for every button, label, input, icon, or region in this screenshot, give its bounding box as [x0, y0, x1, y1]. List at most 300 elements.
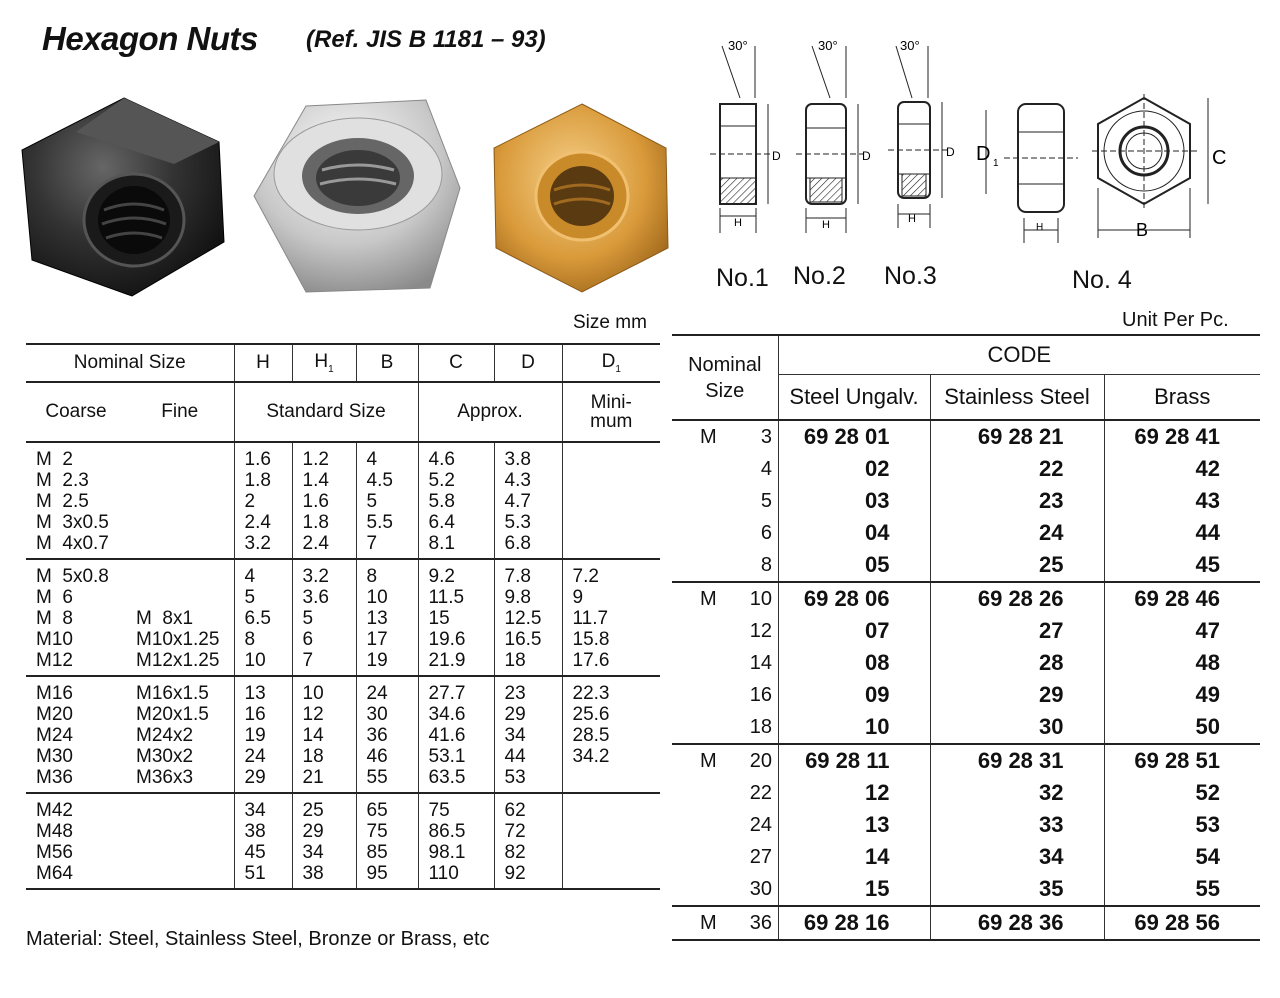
code-row [672, 906, 1260, 940]
metric-prefix: M [700, 587, 717, 610]
value-h: 4 [244, 566, 256, 587]
svg-text:D: D [772, 149, 781, 163]
value-d: 7.8 [504, 566, 531, 587]
value-h: 19 [244, 725, 266, 746]
metric-prefix: M [700, 749, 717, 772]
cell-d1 [562, 559, 660, 676]
size-value: 18 [749, 715, 772, 738]
value-h: 6.5 [244, 608, 271, 629]
header-b: B [356, 344, 418, 382]
value-d: 4.7 [504, 491, 531, 512]
value-fine: M12x1.25 [136, 650, 220, 671]
nominal-size-cell [672, 517, 778, 549]
cell-fine [126, 676, 234, 793]
value-h: 2.4 [244, 512, 271, 533]
unit-per-label: Unit Per Pc. [1122, 309, 1229, 331]
caption-no4: No. 4 [1072, 266, 1132, 294]
value-c: 21.9 [428, 650, 466, 671]
cell-c [418, 442, 494, 559]
code-stainless: 25 [930, 549, 1104, 582]
caption-no3: No.3 [884, 262, 937, 290]
value-h: 2 [244, 491, 256, 512]
value-d: 34 [504, 725, 526, 746]
value-d: 82 [504, 842, 526, 863]
value-d1: 7.2 [572, 566, 599, 587]
value-c: 5.2 [428, 470, 455, 491]
value-b: 85 [366, 842, 388, 863]
cell-b [356, 442, 418, 559]
cell-h1 [292, 559, 356, 676]
header-nominal-size: Nominal Size [26, 344, 234, 382]
cell-d [494, 442, 562, 559]
value-c: 63.5 [428, 767, 466, 788]
value-c: 4.6 [428, 449, 455, 470]
code-row [672, 744, 1260, 777]
cell-b [356, 676, 418, 793]
svg-text:30°: 30° [900, 38, 920, 53]
diagram-no1 [710, 38, 781, 233]
value-h1: 34 [302, 842, 324, 863]
nominal-size-cell [672, 679, 778, 711]
header-code: CODE [778, 335, 1260, 375]
value-d: 53 [504, 767, 526, 788]
value-c: 53.1 [428, 746, 466, 767]
value-coarse: M 3x0.5 [36, 512, 109, 533]
code-row [672, 711, 1260, 744]
code-steel: 69 28 11 [778, 744, 930, 777]
code-row [672, 873, 1260, 906]
nominal-size-cell [672, 549, 778, 582]
svg-text:C: C [1212, 147, 1227, 169]
value-coarse: M 5x0.8 [36, 566, 109, 587]
value-h: 45 [244, 842, 266, 863]
value-coarse: M 2.5 [36, 491, 89, 512]
reference-standard: (Ref. JIS B 1181 – 93) [306, 26, 546, 53]
cell-d1 [562, 793, 660, 889]
value-h: 38 [244, 821, 266, 842]
code-stainless: 69 28 21 [930, 420, 1104, 453]
nominal-size-cell [672, 777, 778, 809]
value-d1: 25.6 [572, 704, 610, 725]
code-steel: 10 [778, 711, 930, 744]
code-row [672, 420, 1260, 453]
value-d: 62 [504, 800, 526, 821]
cell-coarse [26, 676, 126, 793]
value-fine: M36x3 [136, 767, 194, 788]
value-h: 8 [244, 629, 256, 650]
value-b: 55 [366, 767, 388, 788]
value-h: 16 [244, 704, 266, 725]
cell-b [356, 793, 418, 889]
code-steel: 04 [778, 517, 930, 549]
cell-c [418, 793, 494, 889]
header-h1: $H_1$ [292, 344, 356, 382]
code-stainless: 28 [930, 647, 1104, 679]
value-coarse: M20 [36, 704, 73, 725]
value-h1: 18 [302, 746, 324, 767]
value-h: 10 [244, 650, 266, 671]
value-c: 9.2 [428, 566, 455, 587]
svg-text:H: H [822, 219, 830, 231]
dimension-group [26, 676, 660, 793]
svg-text:D: D [862, 149, 871, 163]
cell-d1 [562, 442, 660, 559]
value-coarse: M48 [36, 821, 73, 842]
cell-h [234, 442, 292, 559]
value-d1: 22.3 [572, 683, 610, 704]
code-brass: 69 28 46 [1134, 586, 1220, 611]
header-brass: Brass [1154, 384, 1211, 409]
nominal-size-cell [672, 841, 778, 873]
dimension-group [26, 793, 660, 889]
code-stainless: 24 [930, 517, 1104, 549]
code-row [672, 777, 1260, 809]
value-d: 72 [504, 821, 526, 842]
caption-no2: No.2 [793, 262, 846, 290]
cell-d [494, 793, 562, 889]
value-h: 24 [244, 746, 266, 767]
code-row [672, 679, 1260, 711]
nominal-size-cell [672, 615, 778, 647]
svg-text:B: B [1136, 220, 1149, 240]
code-brass: 47 [1195, 618, 1220, 643]
value-h1: 21 [302, 767, 324, 788]
size-value: 5 [760, 489, 772, 512]
value-h1: 1.6 [302, 491, 329, 512]
value-coarse: M16 [36, 683, 73, 704]
value-d: 6.8 [504, 533, 531, 554]
value-c: 27.7 [428, 683, 466, 704]
code-stainless: 33 [930, 809, 1104, 841]
value-d1: 17.6 [572, 650, 610, 671]
cell-h [234, 793, 292, 889]
value-b: 17 [366, 629, 388, 650]
value-h1: 14 [302, 725, 324, 746]
value-d: 4.3 [504, 470, 531, 491]
value-h1: 38 [302, 863, 324, 884]
header-d: D [494, 344, 562, 382]
code-stainless: 22 [930, 453, 1104, 485]
value-d1: 15.8 [572, 629, 610, 650]
code-steel: 07 [778, 615, 930, 647]
diagram-no4 [976, 94, 1226, 243]
value-coarse: M 8 [36, 608, 73, 629]
diagram-no2 [796, 38, 871, 233]
nominal-size-cell [672, 809, 778, 841]
code-brass: 54 [1195, 844, 1220, 869]
value-b: 65 [366, 800, 388, 821]
value-h: 51 [244, 863, 266, 884]
code-brass: 52 [1195, 780, 1220, 805]
value-h1: 7 [302, 650, 314, 671]
diagram-no3 [888, 38, 955, 228]
size-value: 3 [760, 425, 772, 448]
value-c: 5.8 [428, 491, 455, 512]
code-stainless: 35 [930, 873, 1104, 906]
dimension-table [26, 343, 660, 890]
cell-h [234, 676, 292, 793]
header-minimum: Mini- mum [562, 382, 660, 442]
code-brass: 49 [1195, 682, 1220, 707]
stainless-nut-photo [246, 92, 470, 302]
value-b: 30 [366, 704, 388, 725]
value-b: 36 [366, 725, 388, 746]
nominal-size-cell [672, 647, 778, 679]
size-value: 30 [749, 877, 772, 900]
value-d: 92 [504, 863, 526, 884]
code-steel: 69 28 01 [778, 420, 930, 453]
nominal-size-cell [672, 453, 778, 485]
value-b: 10 [366, 587, 388, 608]
nominal-size-cell [672, 420, 778, 453]
code-brass: 42 [1195, 456, 1220, 481]
size-value: 16 [749, 683, 772, 706]
code-brass: 45 [1104, 549, 1260, 582]
code-steel: 08 [778, 647, 930, 679]
svg-text:D: D [946, 145, 955, 159]
nominal-size-cell [672, 711, 778, 744]
code-stainless: 30 [930, 711, 1104, 744]
size-value: 12 [749, 619, 772, 642]
code-steel: 14 [778, 841, 930, 873]
value-fine [136, 587, 234, 608]
value-b: 95 [366, 863, 388, 884]
value-d1: 11.7 [572, 608, 609, 629]
size-value: 22 [749, 781, 772, 804]
size-value: 10 [749, 587, 772, 610]
value-h1: 1.8 [302, 512, 329, 533]
value-b: 4 [366, 449, 378, 470]
code-steel: 69 28 16 [778, 906, 930, 940]
value-h1: 3.6 [302, 587, 329, 608]
code-stainless: 23 [930, 485, 1104, 517]
black-steel-nut-photo [14, 92, 234, 302]
code-steel: 15 [778, 873, 930, 906]
value-fine: M16x1.5 [136, 683, 209, 704]
header-approx: Approx. [418, 382, 562, 442]
value-coarse: M 6 [36, 587, 73, 608]
value-h: 3.2 [244, 533, 271, 554]
value-b: 4.5 [366, 470, 393, 491]
code-row [672, 647, 1260, 679]
code-steel: 03 [778, 485, 930, 517]
header-h: H [234, 344, 292, 382]
page-title: Hexagon Nuts [42, 20, 258, 57]
code-stainless: 34 [930, 841, 1104, 873]
svg-text:30°: 30° [818, 38, 838, 53]
nominal-size-cell [672, 485, 778, 517]
value-h: 1.6 [244, 449, 271, 470]
value-coarse: M36 [36, 767, 73, 788]
size-unit-label: Size mm [573, 312, 647, 333]
cell-h1 [292, 676, 356, 793]
value-h1: 1.2 [302, 449, 329, 470]
material-note: Material: Steel, Stainless Steel, Bronze or Brass, etc [26, 928, 490, 950]
value-d: 16.5 [504, 629, 542, 650]
value-coarse: M30 [36, 746, 73, 767]
header-d1: $D_1$ [562, 344, 660, 382]
metric-prefix: M [700, 425, 717, 448]
value-c: 41.6 [428, 725, 466, 746]
size-value: 24 [749, 813, 772, 836]
value-c: 110 [428, 863, 459, 884]
code-stainless: 69 28 26 [930, 582, 1104, 615]
size-value: 36 [749, 911, 772, 934]
svg-text:1: 1 [993, 158, 999, 169]
cell-coarse [26, 559, 126, 676]
dimension-group [26, 442, 660, 559]
code-steel: 69 28 06 [778, 582, 930, 615]
value-coarse: M56 [36, 842, 73, 863]
code-row [672, 582, 1260, 615]
cell-fine [126, 559, 234, 676]
value-d: 23 [504, 683, 526, 704]
code-stainless: 32 [930, 777, 1104, 809]
nominal-size-cell [672, 744, 778, 777]
svg-text:D: D [976, 143, 991, 165]
code-row [672, 485, 1260, 517]
value-h: 13 [244, 683, 266, 704]
value-b: 13 [366, 608, 388, 629]
value-c: 98.1 [428, 842, 466, 863]
value-h1: 6 [302, 629, 314, 650]
value-h: 5 [244, 587, 256, 608]
value-b: 24 [366, 683, 388, 704]
value-d: 5.3 [504, 512, 531, 533]
value-d1: 28.5 [572, 725, 610, 746]
value-d: 9.8 [504, 587, 531, 608]
code-brass: 44 [1195, 520, 1220, 545]
value-h1: 29 [302, 821, 324, 842]
svg-text:H: H [1036, 222, 1044, 233]
cell-h1 [292, 793, 356, 889]
value-h: 29 [244, 767, 266, 788]
value-h1: 2.4 [302, 533, 329, 554]
code-stainless: 27 [930, 615, 1104, 647]
code-brass: 69 28 51 [1134, 748, 1220, 773]
value-d: 29 [504, 704, 526, 725]
code-steel: 02 [778, 453, 930, 485]
code-table [672, 334, 1260, 941]
code-stainless: 69 28 36 [930, 906, 1104, 940]
code-steel: 13 [778, 809, 930, 841]
value-d1: 9 [572, 587, 584, 608]
code-brass: 53 [1195, 812, 1220, 837]
value-h1: 3.2 [302, 566, 329, 587]
value-coarse: M10 [36, 629, 73, 650]
code-row [672, 517, 1260, 549]
size-value: 14 [749, 651, 772, 674]
value-c: 19.6 [428, 629, 466, 650]
value-b: 5.5 [366, 512, 393, 533]
cell-d [494, 559, 562, 676]
code-brass: 69 28 41 [1134, 424, 1220, 449]
code-row [672, 453, 1260, 485]
size-value: 27 [749, 845, 772, 868]
code-steel: 09 [778, 679, 930, 711]
value-c: 15 [428, 608, 450, 629]
value-fine: M24x2 [136, 725, 194, 746]
value-h1: 1.4 [302, 470, 329, 491]
cell-b [356, 559, 418, 676]
value-fine: M 8x1 [136, 608, 194, 629]
value-b: 8 [366, 566, 378, 587]
value-b: 46 [366, 746, 388, 767]
value-fine: M20x1.5 [136, 704, 209, 725]
header-standard-size: Standard Size [234, 382, 418, 442]
nominal-size-cell [672, 873, 778, 906]
value-h: 1.8 [244, 470, 271, 491]
svg-text:H: H [734, 217, 742, 229]
value-c: 8.1 [428, 533, 455, 554]
code-brass: 43 [1195, 488, 1220, 513]
code-row [672, 841, 1260, 873]
nominal-size-cell [672, 582, 778, 615]
code-brass: 69 28 56 [1104, 906, 1260, 940]
header-fine: Fine [126, 382, 234, 442]
cell-d [494, 676, 562, 793]
value-h1: 5 [302, 608, 314, 629]
cell-h [234, 559, 292, 676]
header-stainless: Stainless Steel [930, 375, 1104, 421]
value-h1: 10 [302, 683, 324, 704]
brass-nut-photo [490, 100, 674, 296]
code-steel: 05 [778, 549, 930, 582]
cell-d1 [562, 676, 660, 793]
value-c: 11.5 [428, 587, 465, 608]
value-h1: 25 [302, 800, 324, 821]
header-coarse: Coarse [26, 382, 126, 442]
code-stainless: 29 [930, 679, 1104, 711]
value-d: 12.5 [504, 608, 542, 629]
value-d: 44 [504, 746, 526, 767]
cell-coarse [26, 793, 126, 889]
code-brass: 48 [1195, 650, 1220, 675]
size-value: 8 [760, 553, 772, 576]
value-h1: 12 [302, 704, 324, 725]
value-b: 19 [366, 650, 388, 671]
header-c: C [418, 344, 494, 382]
cell-h1 [292, 442, 356, 559]
header-steel: Steel Ungalv. [778, 375, 930, 421]
code-row [672, 809, 1260, 841]
value-coarse: M 2.3 [36, 470, 89, 491]
nut-type-diagrams [700, 38, 1260, 298]
nominal-size-cell [672, 906, 778, 940]
value-d: 3.8 [504, 449, 531, 470]
dimension-group [26, 559, 660, 676]
value-b: 7 [366, 533, 378, 554]
code-stainless: 69 28 31 [930, 744, 1104, 777]
code-brass: 50 [1104, 711, 1260, 744]
svg-text:30°: 30° [728, 38, 748, 53]
value-b: 5 [366, 491, 378, 512]
value-c: 86.5 [428, 821, 466, 842]
value-c: 75 [428, 800, 450, 821]
value-fine [136, 566, 234, 587]
value-coarse: M24 [36, 725, 73, 746]
code-steel: 12 [778, 777, 930, 809]
value-fine: M30x2 [136, 746, 194, 767]
code-brass: 55 [1104, 873, 1260, 906]
size-value: 4 [760, 457, 772, 480]
cell-coarse [26, 442, 126, 559]
cell-c [418, 559, 494, 676]
value-d: 18 [504, 650, 526, 671]
caption-no1: No.1 [716, 264, 769, 292]
cell-c [418, 676, 494, 793]
code-row [672, 549, 1260, 582]
